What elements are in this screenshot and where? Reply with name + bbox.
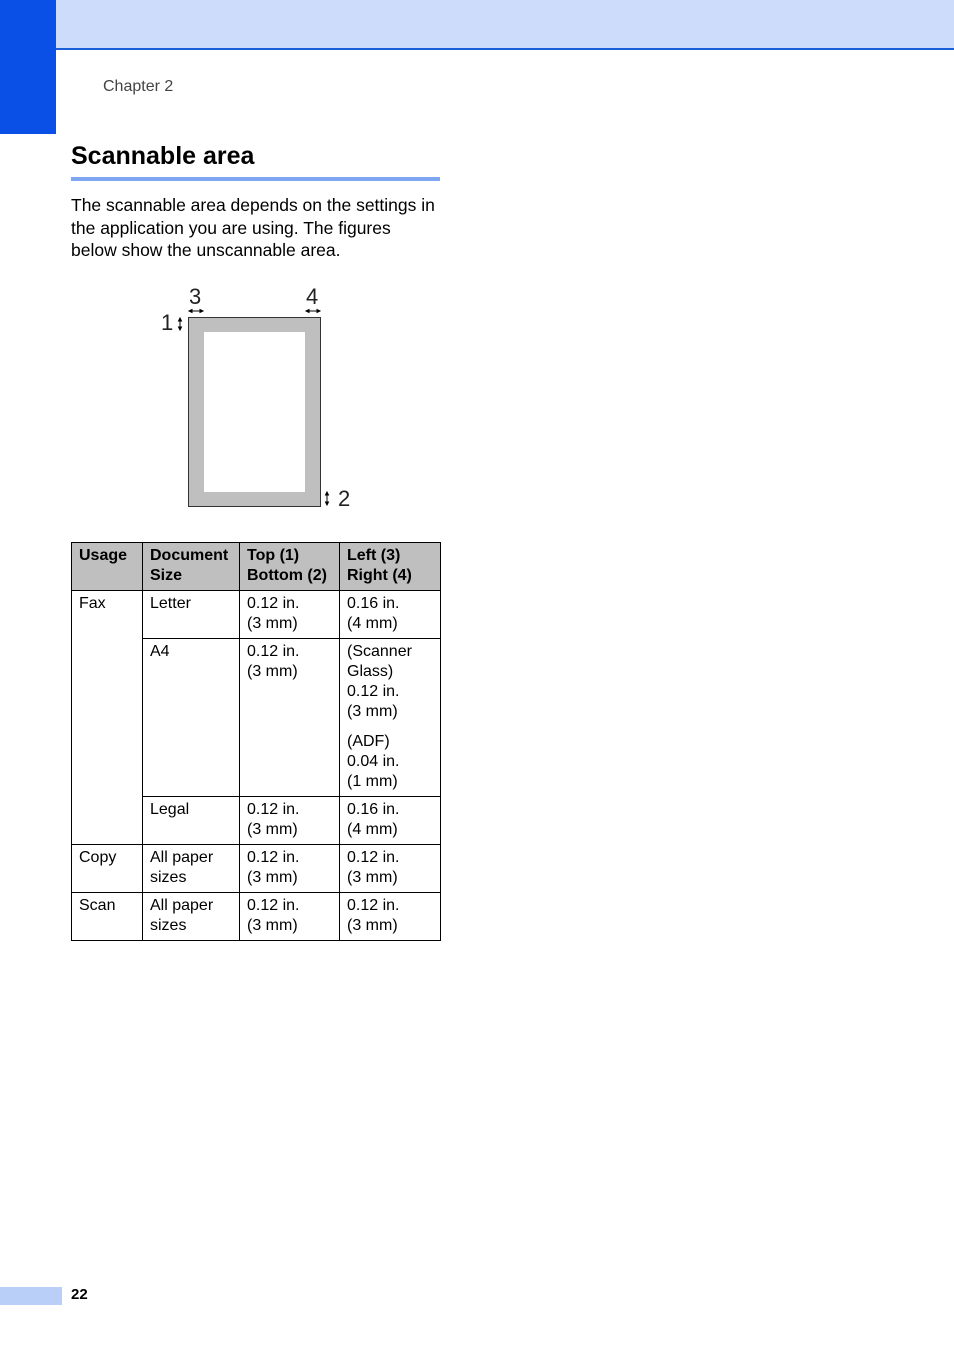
- page-number: 22: [71, 1286, 88, 1303]
- size-cell: Letter: [143, 591, 240, 639]
- top-bottom-cell: 0.12 in. (3 mm): [240, 845, 340, 893]
- size-cell: Legal: [143, 797, 240, 845]
- intro-paragraph: The scannable area depends on the settings in the application you are using. The figures below show the unscannable area.: [71, 195, 435, 260]
- top-bottom-cell: 0.12 in. (3 mm): [240, 591, 340, 639]
- header-top-bottom: Top (1) Bottom (2): [240, 543, 340, 591]
- left-right-cell: 0.12 in. (3 mm): [340, 893, 441, 941]
- header-usage: Usage: [72, 543, 143, 591]
- label-top-margin: 1: [161, 310, 174, 335]
- label-right-margin: 4: [306, 284, 319, 309]
- table-row: [72, 591, 441, 639]
- table-row: [72, 893, 441, 941]
- top-margin-arrow: [179, 318, 182, 330]
- left-right-cell: 0.12 in. (3 mm): [340, 845, 441, 893]
- adf-margin: (ADF) 0.04 in. (1 mm): [347, 733, 400, 790]
- header-band: [56, 0, 954, 50]
- label-bottom-margin: 2: [338, 486, 351, 511]
- top-bottom-cell: 0.12 in. (3 mm): [240, 639, 340, 797]
- unscannable-area-diagram: [150, 280, 370, 515]
- left-right-cell: 0.16 in. (4 mm): [340, 797, 441, 845]
- page-number-tab: [0, 1287, 62, 1305]
- section-title: Scannable area: [71, 142, 440, 181]
- size-cell: All paper sizes: [143, 845, 240, 893]
- size-cell: All paper sizes: [143, 893, 240, 941]
- scan-margins-table: [71, 542, 441, 941]
- scannable-region: [204, 332, 305, 492]
- table-row: [72, 845, 441, 893]
- right-margin-arrow: [306, 310, 320, 313]
- left-right-cell: [340, 639, 441, 797]
- usage-cell-scan: Scan: [72, 893, 143, 941]
- top-bottom-cell: 0.12 in. (3 mm): [240, 797, 340, 845]
- left-margin-arrow: [189, 310, 203, 313]
- table-header-row: [72, 543, 441, 591]
- header-left-right: Left (3) Right (4): [340, 543, 441, 591]
- usage-cell-fax: Fax: [72, 591, 143, 845]
- chapter-tab: [0, 0, 56, 134]
- top-bottom-cell: 0.12 in. (3 mm): [240, 893, 340, 941]
- header-document-size: Document Size: [143, 543, 240, 591]
- scanner-glass-margin: (Scanner Glass) 0.12 in. (3 mm): [347, 643, 412, 720]
- size-cell: A4: [143, 639, 240, 797]
- left-right-cell: 0.16 in. (4 mm): [340, 591, 441, 639]
- usage-cell-copy: Copy: [72, 845, 143, 893]
- label-left-margin: 3: [189, 284, 202, 309]
- bottom-margin-arrow: [326, 492, 329, 505]
- chapter-label: Chapter 2: [103, 78, 174, 95]
